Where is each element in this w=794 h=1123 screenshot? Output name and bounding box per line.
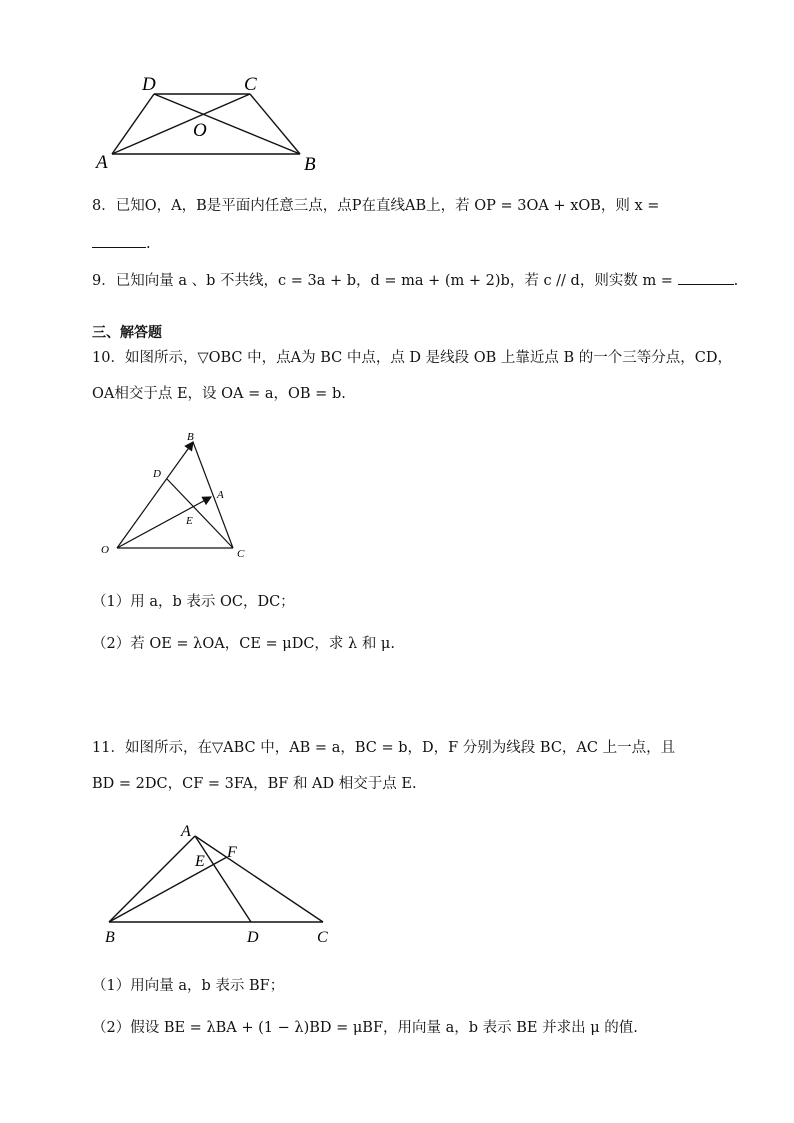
- q11-line1: 11．如图所示，在▽ABC 中，AB = a，BC = b，D，F 分别为线段 BC，AC 上一点，且: [92, 740, 676, 756]
- segment-ad: [195, 836, 251, 922]
- label-c: C: [317, 929, 328, 946]
- q10-line2: OA相交于点 E，设 OA = a，OB = b.: [92, 386, 346, 402]
- label-c: C: [237, 548, 245, 560]
- question-10-line2: [92, 384, 346, 404]
- q8-answer-line: [92, 233, 151, 254]
- q9-text: 9．已知向量 a 、b 不共线，c = 3a + b，d = ma + (m + 2)b，若 c // d，则实数 m =: [92, 273, 673, 289]
- question-9: [92, 270, 738, 291]
- edge-ab: [109, 836, 195, 922]
- label-a: A: [217, 489, 224, 501]
- q10-p1: （1）用 a，b 表示 OC，DC；: [92, 594, 295, 610]
- label-o: O: [193, 120, 207, 141]
- q10-part1: [92, 592, 295, 612]
- q11-p1: （1）用向量 a，b 表示 BF；: [92, 978, 285, 994]
- q8-line1: 8．已知O，A，B是平面内任意三点，点P在直线AB上，若 OP = 3OA + xOB，则 x =: [92, 198, 660, 214]
- label-c: C: [244, 74, 257, 95]
- segment-bf: [109, 857, 227, 922]
- q11-line2: BD = 2DC，CF = 3FA，BF 和 AD 相交于点 E.: [92, 776, 417, 792]
- label-a: A: [181, 823, 191, 840]
- edge-ac: [195, 836, 323, 922]
- label-o: O: [101, 544, 109, 556]
- q10-part2: [92, 634, 395, 654]
- q8-period: .: [146, 236, 151, 252]
- trapezoid-figure: [90, 70, 330, 180]
- question-10-line1: [92, 348, 732, 368]
- label-b: B: [105, 929, 115, 946]
- q9-answer-blank[interactable]: [678, 270, 734, 285]
- q11-p2: （2）假设 BE = λBA + (1 − λ)BD = μBF，用向量 a，b 表示 BE 并求出 μ 的值.: [92, 1020, 638, 1036]
- label-d: D: [247, 929, 259, 946]
- label-b: B: [304, 154, 316, 175]
- label-e: E: [186, 515, 193, 527]
- triangle-abc-figure: [95, 820, 345, 950]
- label-e: E: [195, 853, 205, 870]
- q10-line1: 10．如图所示，▽OBC 中，点A为 BC 中点，点 D 是线段 OB 上靠近点 B 的一个三等分点，CD，: [92, 350, 733, 366]
- label-d: D: [142, 74, 156, 95]
- edge-bc: [193, 442, 233, 548]
- edge-bc: [250, 94, 300, 154]
- q9-period: .: [733, 273, 739, 289]
- question-11-line2: [92, 774, 417, 794]
- label-d: D: [153, 468, 161, 480]
- section-heading: 三、解答题: [92, 325, 162, 341]
- label-a: A: [96, 152, 108, 173]
- q11-part1: [92, 976, 284, 996]
- q10-p2: （2）若 OE = λOA，CE = μDC，求 λ 和 μ.: [92, 636, 395, 652]
- q8-answer-blank[interactable]: [92, 233, 146, 248]
- question-11-line1: [92, 738, 675, 758]
- label-b: B: [187, 431, 194, 443]
- diagonal-bd: [154, 94, 300, 154]
- vector-oa: [117, 497, 211, 548]
- triangle-obc-figure: [95, 425, 265, 565]
- question-8: [92, 196, 659, 216]
- label-f: F: [227, 844, 237, 861]
- q11-part2: [92, 1018, 638, 1038]
